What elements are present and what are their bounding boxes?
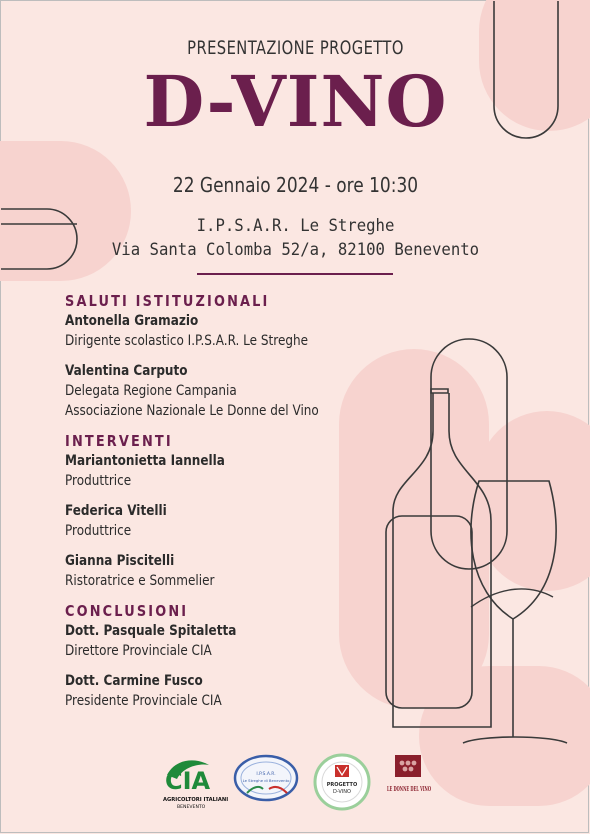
section-heading: INTERVENTI bbox=[65, 432, 173, 450]
project-logo-icon bbox=[313, 753, 371, 811]
project-logo-text: PROGETTO bbox=[326, 782, 358, 788]
speaker-role: Dirigente scolastico I.P.S.A.R. Le Streghe bbox=[65, 333, 309, 349]
speaker-name: Dott. Pasquale Spitaletta bbox=[65, 623, 237, 639]
speaker-role: Ristoratrice e Sommelier bbox=[65, 573, 215, 589]
speaker-role: Direttore Provinciale CIA bbox=[65, 643, 212, 659]
speaker-role: Delegata Regione Campania bbox=[65, 383, 237, 399]
speaker-name: Mariantonietta Iannella bbox=[65, 453, 225, 469]
speaker-name: Antonella Gramazio bbox=[65, 313, 199, 329]
project-logo-caption: D-VINO bbox=[333, 789, 351, 795]
glass-blob bbox=[477, 411, 590, 591]
cia-logo-caption: AGRICOLTORI ITALIANI bbox=[163, 797, 229, 803]
speaker-role: Presidente Provinciale CIA bbox=[65, 693, 222, 709]
cia-logo-icon bbox=[161, 753, 229, 815]
speaker-name: Gianna Piscitelli bbox=[65, 553, 175, 569]
section-saluti bbox=[65, 291, 365, 421]
donne-logo-text: LE DONNE DEL VINO bbox=[387, 785, 432, 793]
speaker-role: Produttrice bbox=[65, 473, 132, 489]
section-heading: CONCLUSIONI bbox=[65, 602, 189, 620]
speaker bbox=[65, 361, 365, 421]
venue-address: Via Santa Colomba 52/a, 82100 Benevento bbox=[111, 240, 480, 260]
section-interventi bbox=[65, 431, 365, 591]
venue-name: I.P.S.A.R. Le Streghe bbox=[196, 216, 395, 236]
cia-logo-text: CIA bbox=[165, 767, 211, 795]
event-date: 22 Gennaio 2024 - ore 10:30 bbox=[172, 173, 419, 197]
speaker-name: Dott. Carmine Fusco bbox=[65, 673, 203, 689]
section-conclusioni bbox=[65, 601, 365, 711]
event-title: D-VINO bbox=[143, 60, 448, 143]
sponsor-logos bbox=[151, 753, 451, 823]
speaker bbox=[65, 311, 365, 351]
speaker-name: Valentina Carputo bbox=[65, 363, 188, 379]
school-logo-text: I.P.S.A.R. bbox=[256, 772, 276, 777]
speaker bbox=[65, 501, 365, 541]
event-subtitle: PRESENTAZIONE PROGETTO bbox=[187, 37, 404, 59]
speaker-role: Associazione Nazionale Le Donne del Vino bbox=[65, 403, 319, 419]
speaker-role: Produttrice bbox=[65, 523, 132, 539]
event-venue bbox=[25, 214, 567, 262]
divider-rule bbox=[197, 273, 393, 275]
donne-del-vino-logo-icon bbox=[385, 753, 433, 815]
speaker bbox=[65, 451, 365, 491]
school-logo-caption: Le Streghe di Benevento bbox=[242, 778, 290, 783]
speaker bbox=[65, 621, 365, 661]
section-heading: SALUTI ISTITUZIONALI bbox=[65, 292, 270, 310]
speaker bbox=[65, 671, 365, 711]
speaker-name: Federica Vitelli bbox=[65, 503, 167, 519]
cia-logo-subcaption: BENEVENTO bbox=[177, 805, 206, 810]
school-logo-icon bbox=[233, 753, 299, 803]
speaker bbox=[65, 551, 365, 591]
program bbox=[65, 291, 365, 721]
